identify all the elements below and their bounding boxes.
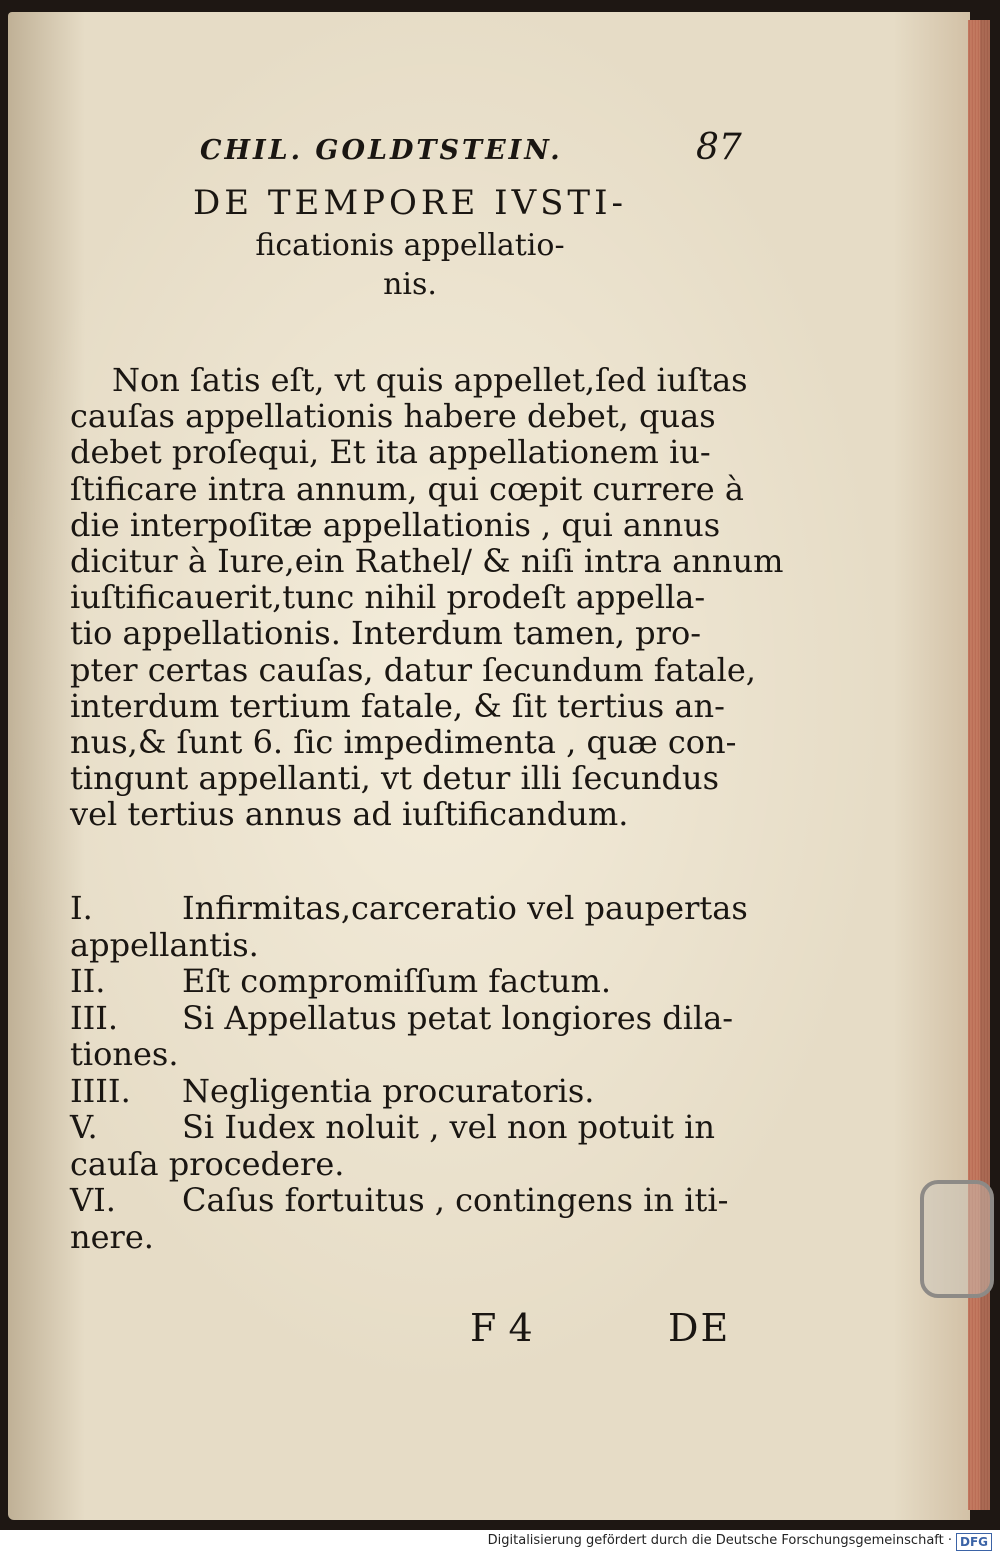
list-item — [70, 1109, 750, 1182]
body-line: tingunt appellanti, vt detur illi ſecundus — [70, 759, 720, 798]
item-text: Infirmitas,carceratio vel paupertas — [182, 889, 748, 927]
body-line: dicitur à Iure,ein Rathel/ & niſi intra annum — [70, 541, 784, 580]
item-number: II. — [70, 962, 106, 1000]
item-number: III. — [70, 998, 119, 1037]
body-line: iuſtificauerit,tunc nihil prodeſt appella- — [70, 578, 706, 617]
item-continuation: nere. — [70, 1217, 154, 1256]
item-text: Si Iudex noluit , vel non potuit in — [182, 1108, 715, 1146]
funding-notice: Digitalisierung gefördert durch die Deutsche Forschungsgemeinschaft · — [487, 1533, 952, 1548]
title-line-1: DE TEMPORE IVSTI- — [192, 183, 628, 223]
page-number: 87 — [696, 127, 742, 168]
page-header — [200, 127, 742, 175]
item-text: Negligentia procuratoris. — [182, 1071, 595, 1110]
item-number: V. — [70, 1108, 98, 1146]
body-line: die interpoſitæ appellationis , qui annus — [70, 505, 721, 544]
title-line-3: nis. — [383, 267, 437, 302]
body-line: vel tertius annus ad iuſtificandum. — [70, 795, 629, 834]
body-line: nus,& ſunt 6. ſic impedimenta , quæ con- — [70, 722, 737, 761]
item-number: I. — [70, 889, 93, 927]
list-item — [70, 1073, 750, 1110]
body-line: Non ſatis eſt, vt quis appellet,ſed iuſtas — [112, 361, 748, 399]
footer-bar — [0, 1530, 1000, 1554]
catchword: DE — [668, 1306, 731, 1350]
list-item — [70, 1182, 750, 1255]
list-item — [70, 1000, 750, 1073]
section-title — [160, 180, 660, 304]
list-item — [70, 890, 750, 963]
body-text — [70, 361, 784, 834]
item-number: IIII. — [70, 1071, 131, 1110]
body-line: interdum tertium fatale, & ſit tertius an- — [70, 686, 725, 725]
item-text: Eſt compromiſſum factum. — [182, 962, 612, 1000]
item-text: Si Appellatus petat longiores dila- — [182, 998, 734, 1037]
signature-mark: F 4 — [470, 1306, 533, 1350]
body-line: cauſas appellationis habere debet, quas — [70, 397, 716, 436]
list-item — [70, 963, 750, 1000]
running-head: CHIL. GOLDTSTEIN. — [200, 135, 563, 166]
title-line-2: ficationis appellatio- — [255, 228, 565, 263]
item-text: Caſus fortuitus , contingens in iti- — [182, 1181, 729, 1219]
item-continuation: cauſa procedere. — [70, 1144, 345, 1183]
body-line: ſtificare intra annum, qui cœpit currere à — [70, 469, 744, 508]
impediment-list — [70, 890, 750, 1255]
item-number: VI. — [70, 1181, 116, 1219]
dfg-logo: DFG — [956, 1533, 992, 1551]
item-continuation: tiones. — [70, 1035, 179, 1073]
body-line: debet proſequi, Et ita appellationem iu- — [70, 433, 711, 472]
item-continuation: appellantis. — [70, 925, 259, 964]
body-line: tio appellationis. Interdum tamen, pro- — [70, 614, 702, 653]
body-line: pter certas cauſas, datur ſecundum fatale, — [70, 650, 756, 689]
page-clip — [920, 1180, 994, 1298]
